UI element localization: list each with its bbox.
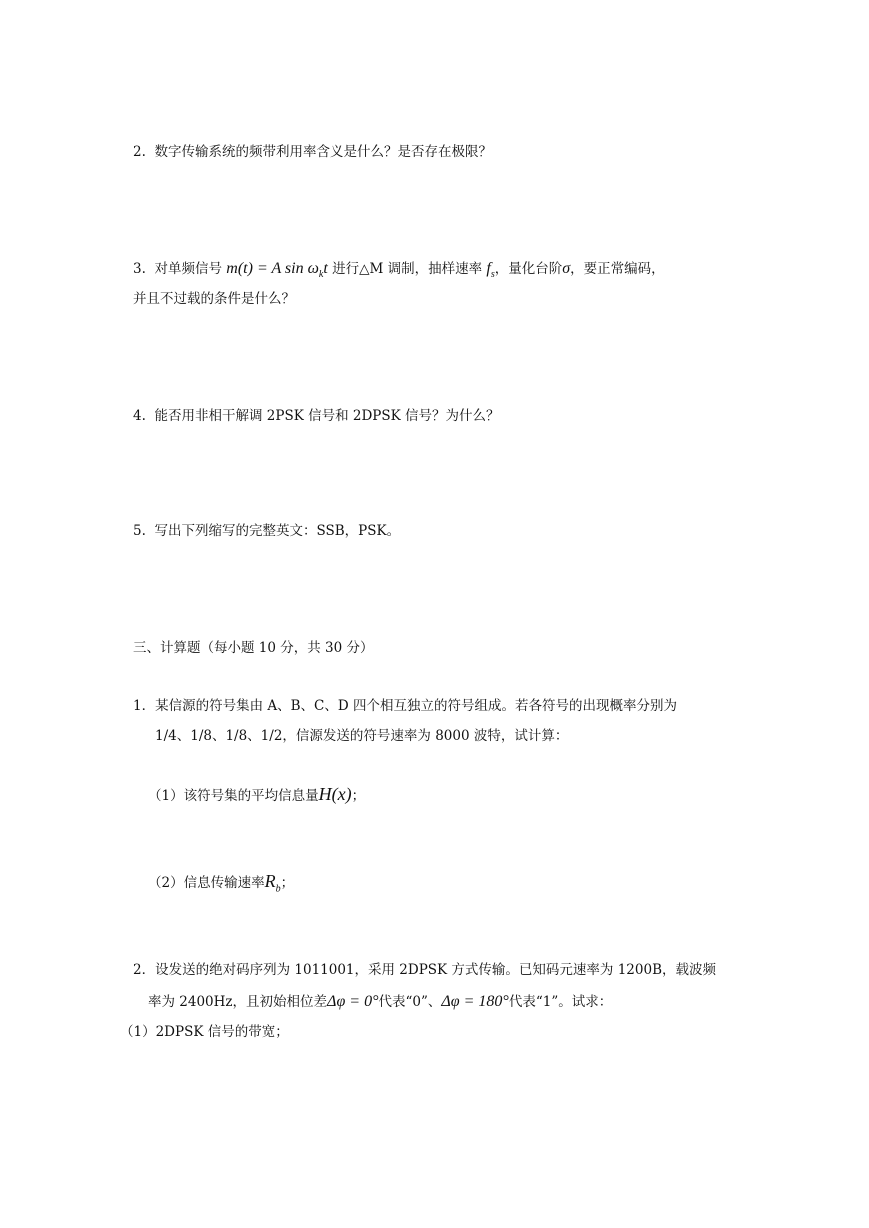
delta-phi-180-formula: Δφ = 180° — [441, 993, 509, 1010]
question-5 — [133, 522, 400, 540]
question-3-text-a: 对单频信号 — [154, 261, 222, 277]
fs-formula-sub: s — [490, 269, 495, 281]
calc-question-1-number: 1． — [133, 698, 156, 714]
question-4-text: 能否用非相干解调 2PSK 信号和 2DPSK 信号？为什么？ — [154, 408, 500, 424]
calc-question-2-text-a: 率为 2400Hz，且初始相位差 — [148, 994, 328, 1010]
rb-formula-sub: b — [275, 883, 281, 895]
fs-formula — [486, 260, 495, 281]
calc-question-2-number: 2． — [133, 962, 156, 978]
signal-formula-sub: k — [318, 269, 324, 281]
section-3-title: 三、计算题（每小题 10 分，共 30 分） — [133, 640, 374, 656]
sigma-formula: σ — [562, 260, 571, 277]
question-4 — [133, 407, 500, 425]
sub-2-suffix: ； — [280, 875, 295, 891]
question-3-text-b: 进行△M 调制，抽样速率 — [332, 261, 483, 277]
question-2-text: 数字传输系统的频带利用率含义是什么？是否存在极限？ — [154, 144, 492, 160]
question-3-text-c: ，量化台阶 — [494, 261, 563, 277]
question-3-text-d: ，要正常编码， — [570, 261, 665, 277]
question-3-line-1 — [133, 260, 665, 284]
calc-question-2-text-b: 代表“0”、 — [378, 994, 442, 1010]
calc-question-2-line-1 — [133, 961, 716, 979]
calc-question-2-line-2 — [148, 993, 612, 1011]
rb-formula — [264, 871, 281, 895]
sub-2-prefix: （2）信息传输速率 — [148, 875, 265, 891]
signal-formula-tail: t — [323, 260, 328, 277]
sub-1-prefix: （1）该符号集的平均信息量 — [148, 788, 319, 804]
sub-1-suffix: ； — [351, 788, 366, 804]
calc-question-2-text: 设发送的绝对码序列为 1011001，采用 2DPSK 方式传输。已知码元速率为 1200B，载波频 — [155, 962, 716, 978]
calc-question-1-sub-2 — [148, 872, 294, 899]
rb-formula-main: R — [264, 871, 276, 891]
calc-question-2-text-c: 代表“1”。试求： — [508, 994, 613, 1010]
question-4-number: 4. — [133, 408, 146, 424]
signal-formula-main: m(t) = A sin ω — [226, 260, 319, 277]
calc-question-1-line-2: 1/4、1/8、1/8、1/2，信源发送的符号速率为 8000 波特，试计算： — [155, 728, 569, 744]
hx-formula: H(x) — [318, 784, 352, 804]
calc-question-1-text: 某信源的符号集由 A、B、C、D 四个相互独立的符号组成。若各符号的出现概率分别为 — [155, 698, 677, 714]
question-3-line-2: 并且不过载的条件是什么？ — [133, 291, 295, 307]
fs-formula-main: f — [486, 260, 491, 277]
question-2-number: 2. — [133, 144, 146, 160]
calc-question-1-sub-1 — [148, 785, 365, 805]
question-5-number: 5. — [133, 523, 146, 539]
question-3-number: 3. — [133, 261, 146, 277]
calc-question-2-sub-1: （1）2DPSK 信号的带宽； — [120, 1024, 289, 1040]
delta-phi-0-formula: Δφ = 0° — [327, 993, 379, 1010]
calc-question-1-line-1 — [133, 697, 677, 715]
signal-formula — [226, 260, 328, 281]
question-5-text: 写出下列缩写的完整英文：SSB，PSK。 — [154, 523, 401, 539]
question-2 — [133, 143, 492, 161]
